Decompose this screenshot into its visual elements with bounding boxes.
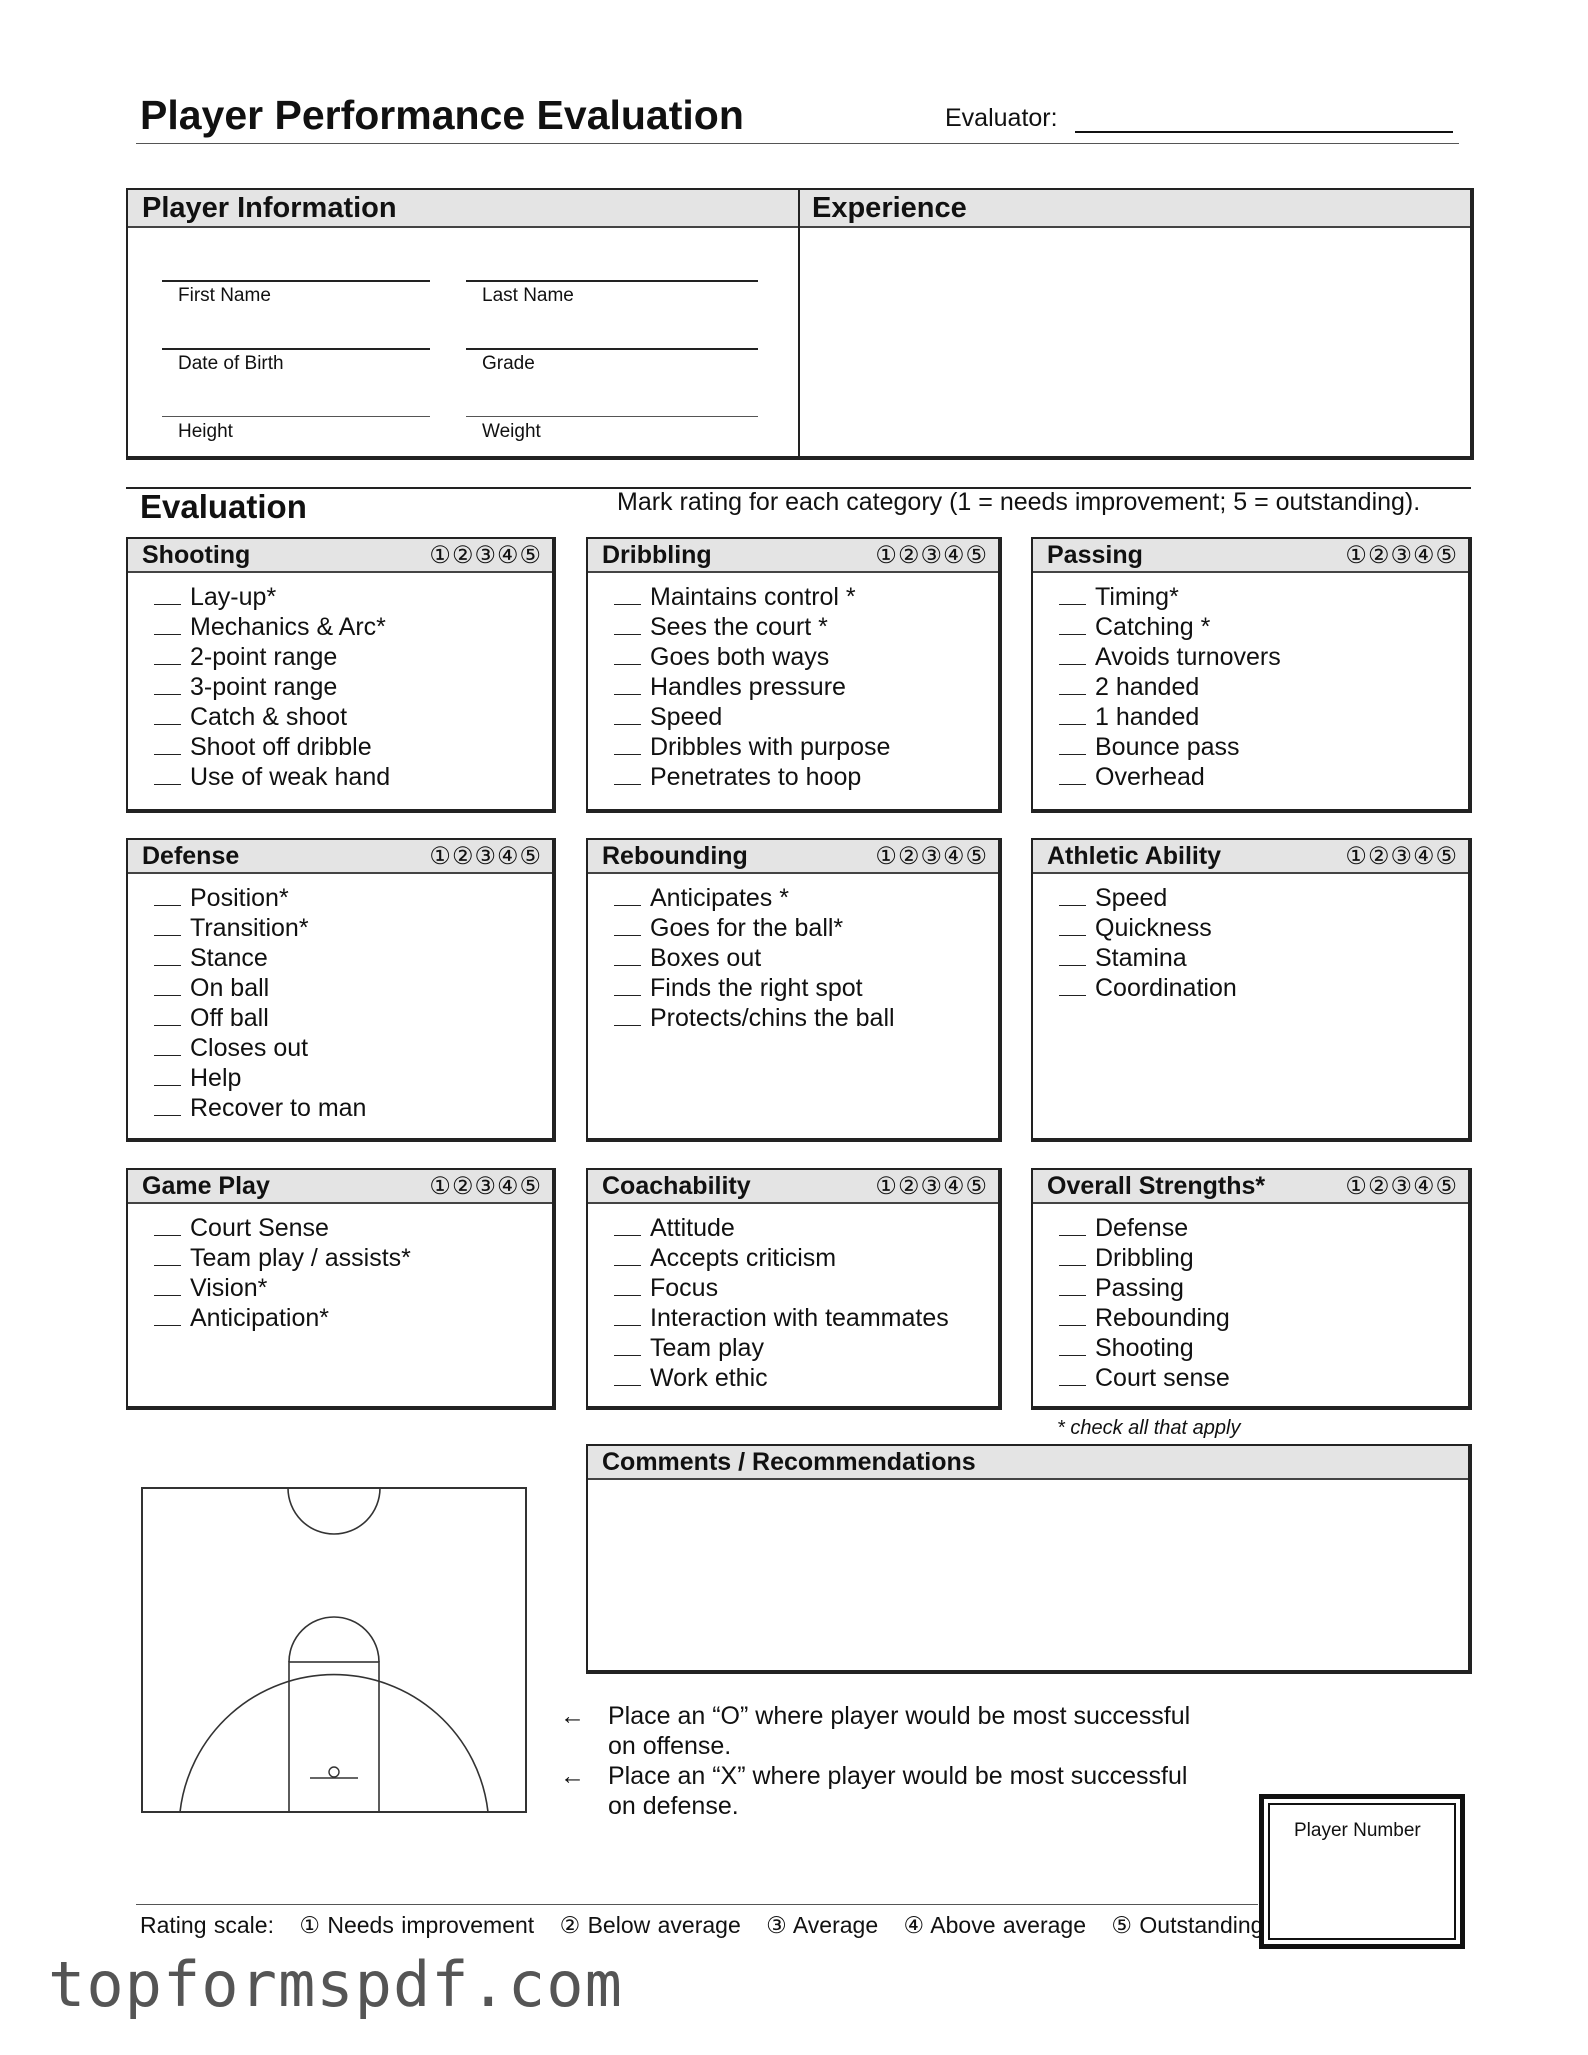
category-header: [1033, 1170, 1468, 1204]
hoop: [329, 1767, 339, 1777]
check-item[interactable]: [154, 1093, 552, 1123]
free-throw-lane: [289, 1662, 379, 1812]
item-label: 2 handed: [1095, 673, 1200, 701]
category-athletic-ability: [1031, 838, 1472, 1142]
item-label: Shooting: [1095, 1334, 1194, 1362]
category-title: Shooting: [142, 541, 251, 569]
category-dribbling: [586, 537, 1002, 813]
court-boundary: [142, 1488, 526, 1812]
check-blank[interactable]: [1059, 945, 1086, 966]
check-item[interactable]: [154, 1303, 552, 1333]
check-item[interactable]: [614, 1363, 998, 1393]
item-label: Finds the right spot: [650, 974, 863, 1002]
check-item[interactable]: [614, 612, 998, 642]
item-label: Focus: [650, 1274, 719, 1302]
item-label: Interaction with teammates: [650, 1304, 949, 1332]
scale-item: ② Below average: [559, 1912, 741, 1938]
item-label: Team play: [650, 1334, 764, 1362]
check-item[interactable]: [154, 1243, 552, 1273]
checklist: [1033, 573, 1468, 792]
item-label: Coordination: [1095, 974, 1237, 1002]
check-blank[interactable]: [614, 945, 641, 966]
rating-options[interactable]: ①②③④⑤: [875, 1173, 988, 1200]
check-item[interactable]: [1059, 672, 1468, 702]
item-label: Boxes out: [650, 944, 762, 972]
category-header: [588, 840, 998, 874]
check-item[interactable]: [1059, 913, 1468, 943]
check-item[interactable]: [614, 1213, 998, 1243]
item-label: Accepts criticism: [650, 1244, 837, 1272]
defense-instruction-line1: Place an “X” where player would be most successful: [608, 1762, 1188, 1790]
check-item[interactable]: [614, 943, 998, 973]
experience-title: Experience: [812, 192, 967, 224]
check-blank[interactable]: [614, 674, 641, 695]
rating-options[interactable]: ①②③④⑤: [429, 542, 542, 569]
item-label: Anticipates *: [650, 884, 789, 912]
check-item[interactable]: [154, 1003, 552, 1033]
category-defense: [126, 838, 556, 1142]
weight-label: Weight: [482, 421, 541, 442]
check-blank[interactable]: [154, 1305, 181, 1326]
scale-divider: [136, 1904, 1258, 1905]
check-item[interactable]: [154, 883, 552, 913]
player-info-title: Player Information: [142, 192, 397, 224]
check-item[interactable]: [154, 973, 552, 1003]
item-label: Mechanics & Arc*: [190, 613, 386, 641]
experience-field[interactable]: [800, 228, 1464, 450]
check-item[interactable]: [1059, 1243, 1468, 1273]
item-label: Work ethic: [650, 1364, 768, 1392]
check-item[interactable]: [154, 913, 552, 943]
scale-item: ③ Average: [766, 1912, 879, 1938]
category-overall-strengths: [1031, 1168, 1472, 1410]
evaluation-title: Evaluation: [140, 488, 307, 525]
check-item[interactable]: [614, 642, 998, 672]
item-label: Bounce pass: [1095, 733, 1240, 761]
free-throw-circle-arc: [289, 1617, 379, 1662]
rating-options[interactable]: ①②③④⑤: [875, 843, 988, 870]
item-label: Vision*: [190, 1274, 268, 1302]
check-blank[interactable]: [154, 915, 181, 936]
check-blank[interactable]: [154, 764, 181, 785]
item-label: Stamina: [1095, 944, 1187, 972]
rating-options[interactable]: ①②③④⑤: [429, 1173, 542, 1200]
item-label: Team play / assists*: [190, 1244, 411, 1272]
item-label: Recover to man: [190, 1094, 367, 1122]
checklist: [1033, 1204, 1468, 1393]
category-title: Game Play: [142, 1172, 270, 1200]
category-header: [128, 1170, 552, 1204]
item-label: Defense: [1095, 1214, 1189, 1242]
check-item[interactable]: [1059, 612, 1468, 642]
category-header: [588, 539, 998, 573]
check-item[interactable]: [154, 943, 552, 973]
item-label: On ball: [190, 974, 270, 1002]
item-label: Off ball: [190, 1004, 269, 1032]
category-header: [1033, 840, 1468, 874]
item-label: Timing*: [1095, 583, 1179, 611]
check-blank[interactable]: [614, 1005, 641, 1026]
item-label: Anticipation*: [190, 1304, 329, 1332]
check-blank[interactable]: [1059, 614, 1086, 635]
category-title: Dribbling: [602, 541, 712, 569]
check-blank[interactable]: [154, 975, 181, 996]
check-item[interactable]: [614, 702, 998, 732]
item-label: 1 handed: [1095, 703, 1200, 731]
check-blank[interactable]: [1059, 1335, 1086, 1356]
item-label: Maintains control *: [650, 583, 856, 611]
check-blank[interactable]: [1059, 1245, 1086, 1266]
item-label: Overhead: [1095, 763, 1205, 791]
item-label: Quickness: [1095, 914, 1212, 942]
item-label: 2-point range: [190, 643, 338, 671]
check-item[interactable]: [614, 1333, 998, 1363]
category-header: [588, 1170, 998, 1204]
rating-options[interactable]: ①②③④⑤: [1345, 1173, 1458, 1200]
check-blank[interactable]: [614, 975, 641, 996]
check-blank[interactable]: [1059, 644, 1086, 665]
item-label: Goes for the ball*: [650, 914, 844, 942]
check-item[interactable]: [154, 1033, 552, 1063]
check-blank[interactable]: [1059, 1215, 1086, 1236]
check-blank[interactable]: [1059, 674, 1086, 695]
check-blank[interactable]: [614, 764, 641, 785]
check-blank[interactable]: [614, 1275, 641, 1296]
item-label: Protects/chins the ball: [650, 1004, 895, 1032]
category-passing: [1031, 537, 1472, 813]
check-blank[interactable]: [614, 1245, 641, 1266]
category-title: Athletic Ability: [1047, 842, 1222, 870]
check-blank[interactable]: [614, 644, 641, 665]
check-blank[interactable]: [154, 1035, 181, 1056]
check-blank[interactable]: [614, 614, 641, 635]
player-info-section: [126, 188, 1474, 460]
item-label: Shoot off dribble: [190, 733, 372, 761]
check-blank[interactable]: [154, 734, 181, 755]
last-name-field[interactable]: [466, 280, 758, 282]
grade-label: Grade: [482, 353, 535, 374]
rating-options[interactable]: ①②③④⑤: [1345, 542, 1458, 569]
checklist: [128, 1204, 552, 1333]
scale-item: ⑤ Outstanding: [1111, 1912, 1264, 1938]
check-item[interactable]: [614, 672, 998, 702]
half-court-diagram[interactable]: [140, 1486, 530, 1816]
check-blank[interactable]: [154, 885, 181, 906]
item-label: Court sense: [1095, 1364, 1230, 1392]
evaluator-field[interactable]: [1075, 131, 1453, 133]
check-blank[interactable]: [154, 1005, 181, 1026]
defense-instruction-line2: on defense.: [608, 1792, 739, 1820]
check-blank[interactable]: [1059, 1305, 1086, 1326]
item-label: Penetrates to hoop: [650, 763, 862, 791]
check-item[interactable]: [614, 582, 998, 612]
check-blank[interactable]: [1059, 1365, 1086, 1386]
check-item[interactable]: [154, 1273, 552, 1303]
item-label: Position*: [190, 884, 289, 912]
item-label: Dribbling: [1095, 1244, 1194, 1272]
category-title: Coachability: [602, 1172, 751, 1200]
check-blank[interactable]: [1059, 915, 1086, 936]
check-item[interactable]: [614, 1273, 998, 1303]
category-header: [128, 539, 552, 573]
check-blank[interactable]: [614, 734, 641, 755]
check-item[interactable]: [154, 762, 552, 792]
category-header: [1033, 539, 1468, 573]
item-label: Dribbles with purpose: [650, 733, 891, 761]
first-name-label: First Name: [178, 285, 271, 306]
item-label: Attitude: [650, 1214, 735, 1242]
check-item[interactable]: [154, 732, 552, 762]
item-label: Rebounding: [1095, 1304, 1230, 1332]
check-item[interactable]: [614, 732, 998, 762]
check-item[interactable]: [154, 702, 552, 732]
check-item[interactable]: [1059, 943, 1468, 973]
offense-instruction-line1: Place an “O” where player would be most successful: [608, 1702, 1191, 1730]
rating-options[interactable]: ①②③④⑤: [1345, 843, 1458, 870]
category-rebounding: [586, 838, 1002, 1142]
category-title: Rebounding: [602, 842, 748, 870]
check-item[interactable]: [1059, 582, 1468, 612]
check-blank[interactable]: [154, 704, 181, 725]
rating-scale-label: Rating scale:: [140, 1912, 274, 1938]
item-label: 3-point range: [190, 673, 338, 701]
item-label: Passing: [1095, 1274, 1184, 1302]
check-item[interactable]: [1059, 1303, 1468, 1333]
check-item[interactable]: [614, 1003, 998, 1033]
check-blank[interactable]: [154, 674, 181, 695]
comments-header: [588, 1446, 1468, 1480]
check-blank[interactable]: [1059, 1275, 1086, 1296]
check-blank[interactable]: [154, 614, 181, 635]
category-title: Passing: [1047, 541, 1143, 569]
rating-options[interactable]: ①②③④⑤: [429, 843, 542, 870]
last-name-label: Last Name: [482, 285, 574, 306]
item-label: Lay-up*: [190, 583, 277, 611]
category-game-play: [126, 1168, 556, 1410]
check-item[interactable]: [614, 762, 998, 792]
item-label: Closes out: [190, 1034, 309, 1062]
evaluation-note: Mark rating for each category (1 = needs improvement; 5 = outstanding).: [617, 488, 1421, 516]
check-blank[interactable]: [1059, 734, 1086, 755]
player-number-box[interactable]: [1259, 1794, 1465, 1949]
check-item[interactable]: [1059, 642, 1468, 672]
category-title: Defense: [142, 842, 240, 870]
item-label: Catch & shoot: [190, 703, 348, 731]
item-label: Catching *: [1095, 613, 1211, 641]
checklist: [588, 573, 998, 792]
three-point-arc: [180, 1675, 488, 1812]
category-shooting: [126, 537, 556, 813]
check-blank[interactable]: [154, 644, 181, 665]
category-coachability: [586, 1168, 1002, 1410]
checklist: [588, 1204, 998, 1393]
check-item[interactable]: [1059, 762, 1468, 792]
check-blank[interactable]: [614, 885, 641, 906]
checklist: [128, 874, 552, 1123]
check-blank[interactable]: [1059, 885, 1086, 906]
dob-field[interactable]: [162, 348, 430, 350]
arrow-icon: ←: [560, 1762, 585, 1790]
item-label: Goes both ways: [650, 643, 830, 671]
center-circle-arc: [288, 1488, 380, 1534]
weight-field[interactable]: [466, 416, 758, 417]
check-blank[interactable]: [154, 1215, 181, 1236]
check-blank[interactable]: [154, 945, 181, 966]
item-label: Court Sense: [190, 1214, 329, 1242]
check-item[interactable]: [1059, 732, 1468, 762]
item-label: Speed: [650, 703, 723, 731]
check-item[interactable]: [154, 642, 552, 672]
check-item[interactable]: [154, 1213, 552, 1243]
item-label: Speed: [1095, 884, 1168, 912]
player-number-inner-frame: [1268, 1803, 1456, 1940]
item-label: Use of weak hand: [190, 763, 391, 791]
check-item[interactable]: [154, 672, 552, 702]
check-blank[interactable]: [1059, 764, 1086, 785]
check-item[interactable]: [154, 612, 552, 642]
check-item[interactable]: [154, 582, 552, 612]
category-title: Overall Strengths*: [1047, 1172, 1266, 1200]
checklist: [588, 874, 998, 1033]
scale-item: ④ Above average: [903, 1912, 1086, 1938]
check-blank[interactable]: [154, 1095, 181, 1116]
check-item[interactable]: [1059, 1273, 1468, 1303]
item-label: Handles pressure: [650, 673, 846, 701]
item-label: Help: [190, 1064, 242, 1092]
check-item[interactable]: [1059, 973, 1468, 1003]
check-item[interactable]: [614, 1303, 998, 1333]
player-number-label: Player Number: [1294, 1820, 1421, 1841]
check-item[interactable]: [1059, 702, 1468, 732]
check-blank[interactable]: [614, 584, 641, 605]
check-item[interactable]: [1059, 1333, 1468, 1363]
scale-item: ① Needs improvement: [299, 1912, 535, 1938]
checklist: [128, 573, 552, 792]
check-blank[interactable]: [1059, 584, 1086, 605]
grade-field[interactable]: [466, 348, 758, 350]
check-blank[interactable]: [154, 1275, 181, 1296]
check-blank[interactable]: [614, 1365, 641, 1386]
check-item[interactable]: [614, 913, 998, 943]
category-header: [128, 840, 552, 874]
comments-field[interactable]: [588, 1480, 1468, 1670]
item-label: Avoids turnovers: [1095, 643, 1281, 671]
height-field[interactable]: [162, 416, 430, 417]
item-label: Sees the court *: [650, 613, 828, 641]
check-item[interactable]: [1059, 1363, 1468, 1393]
check-blank[interactable]: [154, 584, 181, 605]
comments-title: Comments / Recommendations: [602, 1448, 976, 1476]
check-item[interactable]: [1059, 883, 1468, 913]
evaluator-label: Evaluator:: [945, 104, 1058, 132]
dob-label: Date of Birth: [178, 353, 284, 374]
check-blank[interactable]: [614, 915, 641, 936]
arrow-icon: ←: [560, 1702, 585, 1730]
check-item[interactable]: [614, 883, 998, 913]
item-label: Stance: [190, 944, 268, 972]
check-item[interactable]: [154, 1063, 552, 1093]
check-item[interactable]: [1059, 1213, 1468, 1243]
title-divider: [136, 143, 1459, 144]
page-title: Player Performance Evaluation: [140, 92, 744, 138]
check-blank[interactable]: [1059, 704, 1086, 725]
checklist: [1033, 874, 1468, 1003]
watermark: topformspdf.com: [48, 1948, 623, 2021]
offense-instruction-line2: on offense.: [608, 1732, 732, 1760]
check-blank[interactable]: [614, 1305, 641, 1326]
height-label: Height: [178, 421, 233, 442]
rating-options[interactable]: ①②③④⑤: [875, 542, 988, 569]
check-blank[interactable]: [614, 1215, 641, 1236]
rating-scale: [140, 1912, 1263, 1939]
check-blank[interactable]: [154, 1065, 181, 1086]
check-blank[interactable]: [1059, 975, 1086, 996]
check-blank[interactable]: [614, 704, 641, 725]
check-item[interactable]: [614, 1243, 998, 1273]
check-blank[interactable]: [614, 1335, 641, 1356]
check-blank[interactable]: [154, 1245, 181, 1266]
item-label: Transition*: [190, 914, 309, 942]
check-item[interactable]: [614, 973, 998, 1003]
first-name-field[interactable]: [162, 280, 430, 282]
comments-section: [586, 1444, 1472, 1674]
check-all-note: * check all that apply: [1057, 1417, 1241, 1439]
